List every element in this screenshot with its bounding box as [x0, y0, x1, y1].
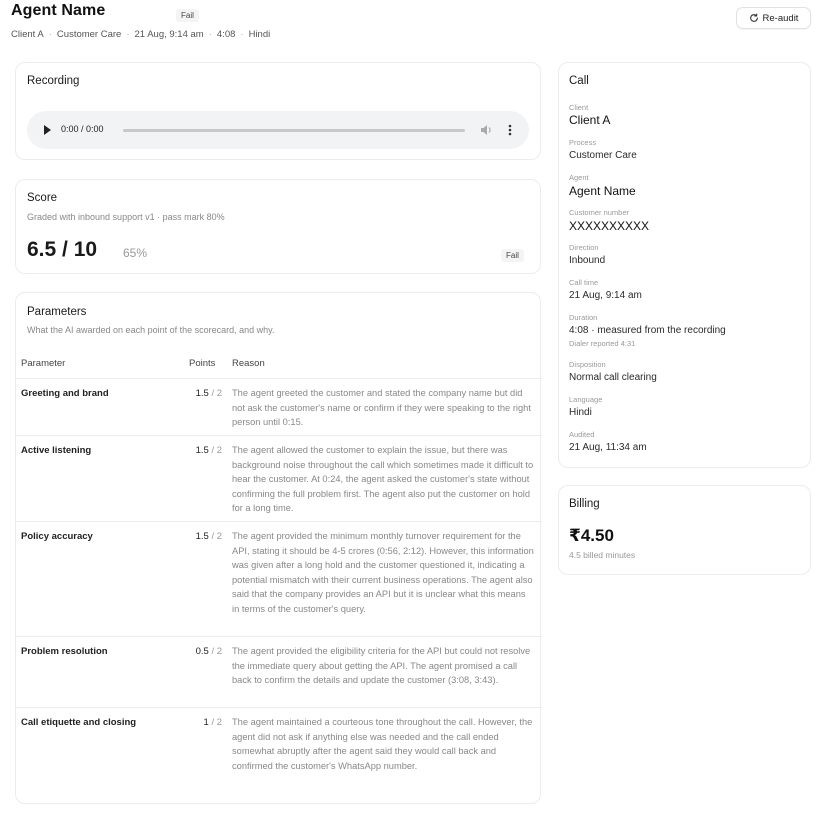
- meta-language: Hindi: [248, 29, 271, 40]
- agent-label: Agent: [569, 173, 589, 182]
- points-max: / 2: [211, 717, 222, 728]
- agent-value: Agent Name: [569, 184, 636, 198]
- parameter-name: Policy accuracy: [21, 531, 93, 542]
- meta-separator: ·: [48, 29, 52, 40]
- score-value: 6.5 / 10: [27, 238, 98, 261]
- call-meta: [11, 29, 270, 40]
- parameter-points: [166, 646, 222, 657]
- process-value: Customer Care: [569, 150, 637, 161]
- parameters-title: Parameters: [27, 306, 87, 318]
- customer-number-value: XXXXXXXXXX: [569, 219, 650, 233]
- score-status-badge: Fail: [501, 249, 524, 262]
- points-awarded: 1: [203, 717, 209, 728]
- table-row: [16, 708, 542, 798]
- meta-separator: ·: [208, 29, 212, 40]
- points-awarded: 1.5: [195, 531, 209, 542]
- process-label: Process: [569, 138, 597, 147]
- table-row: [16, 637, 542, 708]
- meta-client: Client A: [11, 29, 44, 40]
- points-max: / 2: [211, 445, 222, 456]
- parameter-name: Active listening: [21, 445, 92, 456]
- parameter-points: [166, 445, 222, 456]
- billing-card: [558, 485, 811, 575]
- page-title: Agent Name: [11, 2, 106, 19]
- parameter-points: [166, 717, 222, 728]
- disposition-label: Disposition: [569, 360, 606, 369]
- parameter-name: Greeting and brand: [21, 388, 109, 399]
- table-row: [16, 522, 542, 637]
- refresh-icon: [749, 13, 759, 23]
- column-header-reason: Reason: [232, 358, 265, 369]
- billing-amount: ₹4.50: [569, 526, 614, 545]
- parameter-reason: The agent provided the eligibility criteria for the API but could not resolve the immediate query about getting the API. The agent promised a call back to confirm the details and update the customer (3:08, 3:43).: [232, 646, 531, 685]
- audited-label: Audited: [569, 430, 595, 439]
- play-icon[interactable]: [44, 125, 51, 135]
- parameter-reason: The agent provided the minimum monthly turnover requirement for the API, stating it should be 4-5 crores (0:56, 2:12). However, this information was given after a long hold and the customer questioned it, indicating a potential mismatch with their current business operations. The agent also said that the company provides an API but it is unclear what this means in terms of the customer's query.: [232, 531, 534, 614]
- parameter-name: Call etiquette and closing: [21, 717, 137, 728]
- points-max: / 2: [211, 531, 222, 542]
- duration-label: Duration: [569, 313, 598, 322]
- table-row: [16, 436, 542, 522]
- score-subtitle: Graded with inbound support v1 · pass mark 80%: [27, 212, 225, 222]
- points-awarded: 0.5: [195, 646, 209, 657]
- points-max: / 2: [211, 388, 222, 399]
- meta-call-time: 21 Aug, 9:14 am: [134, 29, 204, 40]
- call-time-value: 21 Aug, 9:14 am: [569, 290, 642, 301]
- parameters-card: [15, 292, 541, 804]
- call-details-card: [558, 62, 811, 468]
- meta-separator: ·: [240, 29, 244, 40]
- audio-player: [27, 111, 529, 149]
- points-max: / 2: [211, 646, 222, 657]
- call-time-label: Call time: [569, 278, 599, 287]
- meta-process: Customer Care: [56, 29, 122, 40]
- recording-card: [15, 62, 541, 160]
- direction-value: Inbound: [569, 255, 606, 266]
- duration-note: Dialer reported 4:31: [569, 339, 636, 348]
- billing-title: Billing: [569, 498, 600, 510]
- duration-value: 4:08 · measured from the recording: [569, 325, 726, 336]
- parameter-points: [166, 388, 222, 399]
- re-audit-button[interactable]: [736, 7, 811, 29]
- points-awarded: 1.5: [195, 388, 209, 399]
- parameter-reason: The agent maintained a courteous tone throughout the call. However, the agent did not ask if anything else was needed and the call ended somewhat abruptly after the agent said they would call back and confirmed the customer's WhatsApp number.: [232, 717, 533, 771]
- audited-value: 21 Aug, 11:34 am: [569, 442, 647, 453]
- call-title: Call: [569, 75, 589, 87]
- client-label: Client: [569, 103, 589, 112]
- customer-number-label: Customer number: [569, 208, 630, 217]
- parameter-reason: The agent allowed the customer to explain the issue, but there was background noise throughout the call which sometimes made it difficult to hear the customer. At 0:24, the agent asked the customer's state without confirming the full problem first. The agent also put the customer on hold for a long time.: [232, 445, 534, 513]
- table-header: [16, 351, 542, 379]
- direction-label: Direction: [569, 243, 599, 252]
- table-row: [16, 379, 542, 436]
- score-percent: 65%: [123, 246, 148, 260]
- parameter-name: Problem resolution: [21, 646, 108, 657]
- playback-time: 0:00 / 0:00: [61, 124, 104, 134]
- client-value: Client A: [569, 113, 611, 127]
- points-awarded: 1.5: [195, 445, 209, 456]
- parameters-subtitle: What the AI awarded on each point of the scorecard, and why.: [27, 325, 275, 335]
- meta-duration: 4:08: [216, 29, 236, 40]
- language-label: Language: [569, 395, 603, 404]
- parameter-reason: The agent greeted the customer and stated the company name but did not ask the customer's name or confirm if they were speaking to the right person until 0:15.: [232, 388, 531, 427]
- parameter-points: [166, 531, 222, 542]
- score-title: Score: [27, 192, 58, 204]
- column-header-parameter: Parameter: [21, 358, 66, 369]
- recording-title: Recording: [27, 75, 80, 87]
- billed-minutes: 4.5 billed minutes: [569, 550, 636, 560]
- volume-icon[interactable]: [479, 123, 493, 137]
- status-badge: Fail: [176, 9, 199, 22]
- column-header-points: Points: [189, 358, 216, 369]
- language-value: Hindi: [569, 407, 592, 418]
- meta-separator: ·: [126, 29, 130, 40]
- score-card: [15, 179, 541, 274]
- more-vertical-icon[interactable]: [507, 123, 513, 137]
- disposition-value: Normal call clearing: [569, 372, 657, 383]
- re-audit-label: Re-audit: [762, 12, 799, 24]
- seek-bar[interactable]: [123, 129, 465, 132]
